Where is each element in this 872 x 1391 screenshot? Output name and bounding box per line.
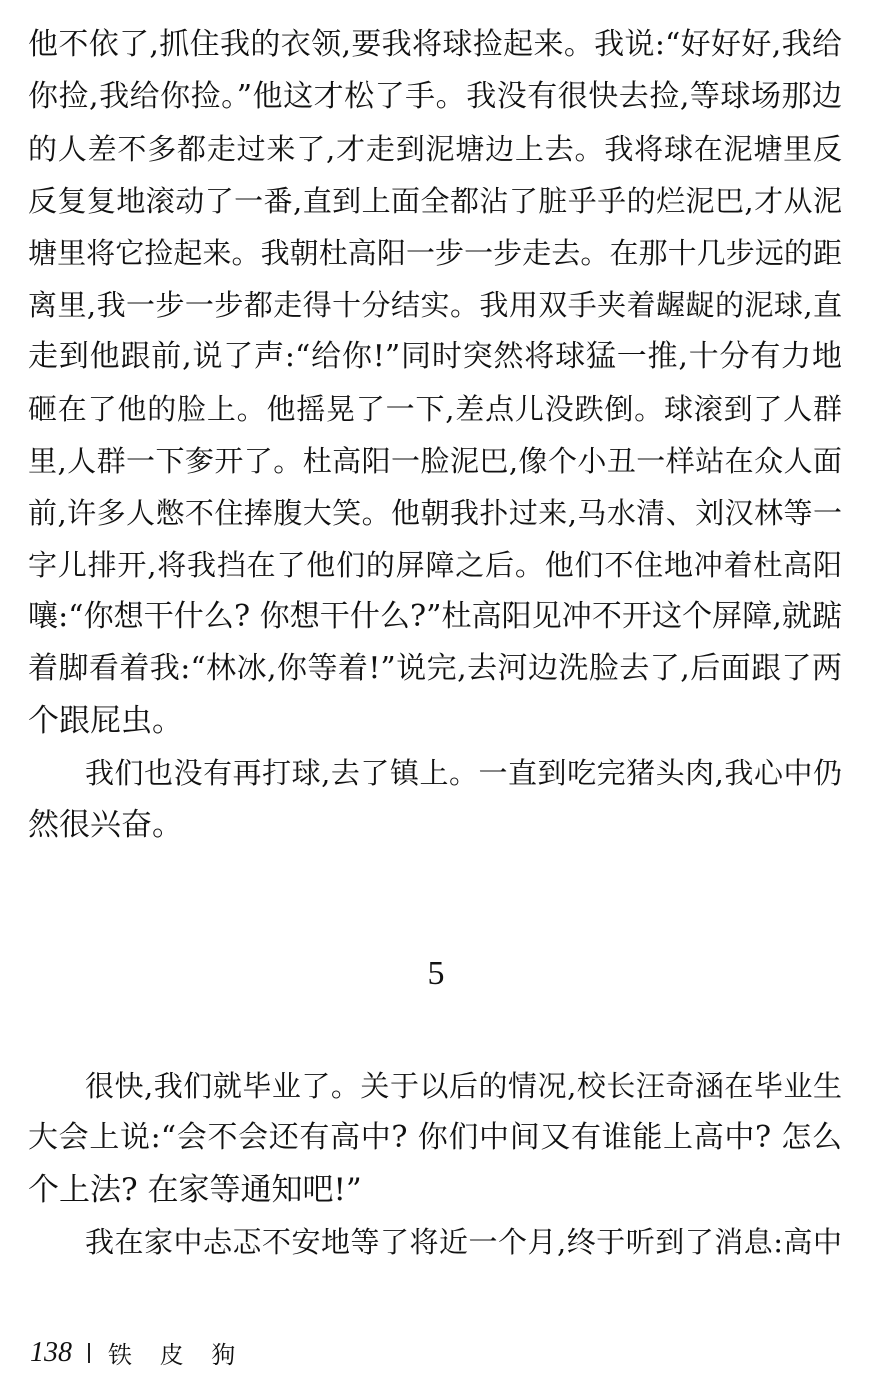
book-title: 铁 皮 狗 xyxy=(108,1341,246,1369)
text-line: 走到他跟前,说了声:“给你!”同时突然将球猛一推,十分有力地 xyxy=(28,339,842,374)
text-line: 着脚看着我:“林冰,你等着!”说完,去河边洗脸去了,后面跟了两 xyxy=(28,651,842,686)
chapter-number: 5 xyxy=(427,955,445,992)
text-line: 里,人群一下奓开了。杜高阳一脸泥巴,像个小丑一样站在众人面 xyxy=(28,444,842,478)
text-line: 前,许多人憋不住捧腹大笑。他朝我扑过来,马水清、刘汉林等一 xyxy=(28,496,842,530)
paragraph-first-line: 很快,我们就毕业了。关于以后的情况,校长汪奇涵在毕业生 xyxy=(85,1069,842,1103)
page-footer xyxy=(30,1335,245,1370)
text-line: 反复复地滚动了一番,直到上面全都沾了脏乎乎的烂泥巴,才从泥 xyxy=(28,184,842,218)
text-line: 大会上说:“会不会还有高中? 你们中间又有谁能上高中? 怎么 xyxy=(28,1120,842,1155)
text-line: 砸在了他的脸上。他摇晃了一下,差点儿没跌倒。球滚到了人群 xyxy=(28,392,842,426)
page-number: 138 xyxy=(30,1336,72,1368)
paragraph-first-line: 我在家中忐忑不安地等了将近一个月,终于听到了消息:高中 xyxy=(85,1225,842,1259)
text-line: 你捡,我给你捡。”他这才松了手。我没有很快去捡,等球场那边 xyxy=(28,79,842,114)
text-line: 字儿排开,将我挡在了他们的屏障之后。他们不住地冲着杜高阳 xyxy=(28,548,842,582)
text-line: 嚷:“你想干什么? 你想干什么?”杜高阳见冲不开这个屏障,就踮 xyxy=(28,599,842,634)
text-line: 个跟屁虫。 xyxy=(28,703,183,739)
text-line: 离里,我一步一步都走得十分结实。我用双手夹着龌龊的泥球,直 xyxy=(28,288,842,322)
paragraph-first-line: 我们也没有再打球,去了镇上。一直到吃完猪头肉,我心中仍 xyxy=(85,756,842,790)
footer-divider xyxy=(88,1343,90,1363)
text-line: 的人差不多都走过来了,才走到泥塘边上去。我将球在泥塘里反 xyxy=(28,132,842,166)
text-line: 塘里将它捡起来。我朝杜高阳一步一步走去。在那十几步远的距 xyxy=(28,236,842,270)
text-line: 他不依了,抓住我的衣领,要我将球捡起来。我说:“好好好,我给 xyxy=(28,27,842,62)
text-line: 然很兴奋。 xyxy=(28,807,183,843)
text-line: 个上法? 在家等通知吧!” xyxy=(28,1172,362,1208)
